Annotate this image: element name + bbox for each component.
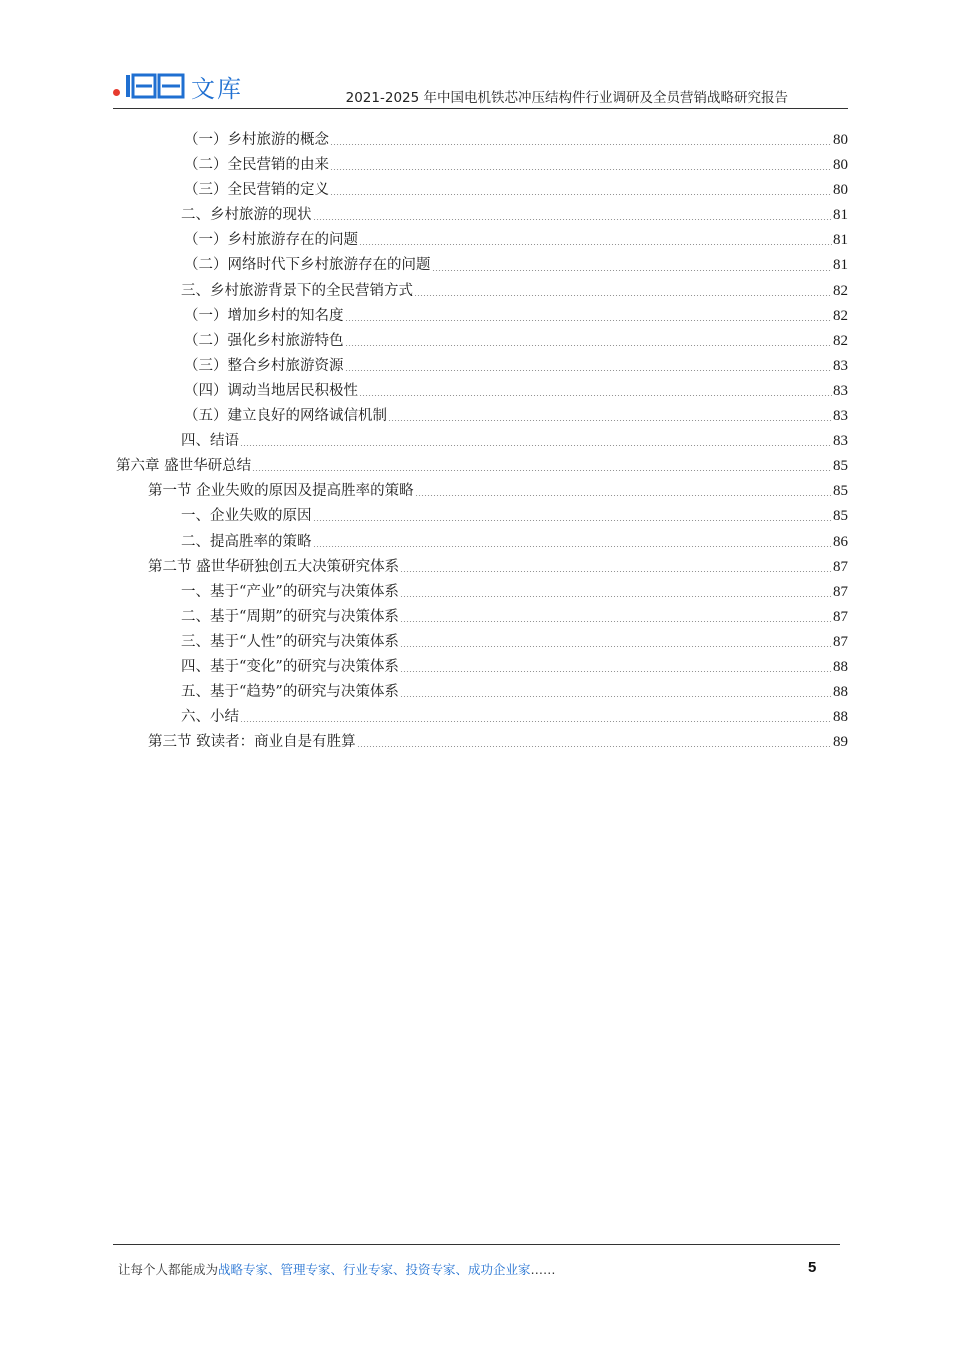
toc-entry-page: 88 xyxy=(833,658,848,675)
toc-leader-dots xyxy=(357,746,832,747)
toc-leader-dots xyxy=(414,295,832,296)
toc-leader-dots xyxy=(313,520,833,521)
toc-entry[interactable] xyxy=(113,304,848,329)
toc-entry[interactable] xyxy=(113,504,848,529)
toc-leader-dots xyxy=(359,395,832,396)
toc-entry-label: 三、基于“人性”的研究与决策体系 xyxy=(181,633,399,650)
toc-entry[interactable] xyxy=(113,530,848,555)
toc-entry[interactable] xyxy=(113,379,848,404)
toc-entry[interactable] xyxy=(113,730,848,755)
toc-entry-page: 82 xyxy=(833,282,848,299)
toc-entry-label: 四、基于“变化”的研究与决策体系 xyxy=(181,658,399,675)
toc-leader-dots xyxy=(313,546,833,547)
toc-entry-page: 80 xyxy=(833,132,848,148)
toc-leader-dots xyxy=(432,270,833,271)
toc-leader-dots xyxy=(400,646,832,647)
toc-entry-label: 第三节 致读者：商业自是有胜算 xyxy=(148,734,356,751)
toc-leader-dots xyxy=(400,696,832,697)
toc-entry-page: 82 xyxy=(833,332,848,349)
toc-leader-dots xyxy=(400,596,832,597)
toc-entry-page: 85 xyxy=(833,508,848,525)
toc-entry-label: 第二节 盛世华研独创五大决策研究体系 xyxy=(148,558,400,575)
toc-leader-dots xyxy=(313,219,833,220)
toc-entry-label: （二）全民营销的由来 xyxy=(184,157,329,174)
toc-entry-label: 一、企业失败的原因 xyxy=(181,508,312,525)
toc-entry[interactable] xyxy=(113,680,848,705)
toc-leader-dots xyxy=(345,370,833,371)
footer-slogan-prefix: 让每个人都能成为 xyxy=(118,1262,219,1277)
toc-entry[interactable] xyxy=(113,630,848,655)
toc-entry[interactable] xyxy=(113,128,848,153)
toc-entry-label: 二、乡村旅游的现状 xyxy=(181,207,312,224)
logo xyxy=(113,70,243,102)
toc-entry-page: 87 xyxy=(833,608,848,625)
footer-divider xyxy=(113,1244,840,1245)
toc-entry-page: 88 xyxy=(833,709,848,726)
toc-entry[interactable] xyxy=(113,178,848,203)
toc-entry[interactable] xyxy=(113,429,848,454)
toc-entry-page: 80 xyxy=(833,182,848,199)
toc-entry-page: 85 xyxy=(833,458,848,475)
toc-entry-label: （三）全民营销的定义 xyxy=(184,182,329,199)
header-divider xyxy=(113,108,848,109)
toc-entry[interactable] xyxy=(113,203,848,228)
toc-entry-page: 83 xyxy=(833,433,848,450)
toc-entry-page: 83 xyxy=(833,382,848,399)
toc-entry[interactable] xyxy=(113,354,848,379)
toc-entry[interactable] xyxy=(113,605,848,630)
toc-leader-dots xyxy=(252,470,832,471)
toc-entry-label: （二）网络时代下乡村旅游存在的问题 xyxy=(184,257,431,274)
toc-entry-label: 三、乡村旅游背景下的全民营销方式 xyxy=(181,282,413,299)
toc-entry[interactable] xyxy=(113,228,848,253)
toc-entry-label: 六、小结 xyxy=(181,709,239,726)
toc-entry[interactable] xyxy=(113,580,848,605)
toc-leader-dots xyxy=(400,621,832,622)
toc-entry-label: 二、提高胜率的策略 xyxy=(181,533,312,550)
toc-entry-page: 88 xyxy=(833,684,848,701)
toc-entry-label: 第一节 企业失败的原因及提高胜率的策略 xyxy=(148,483,414,500)
logo-dot-icon xyxy=(113,89,120,96)
toc-entry-label: （五）建立良好的网络诚信机制 xyxy=(184,408,387,425)
toc-entry-label: 一、基于“产业”的研究与决策体系 xyxy=(181,583,399,600)
toc-entry-page: 89 xyxy=(833,734,848,751)
toc-entry-page: 87 xyxy=(833,633,848,650)
toc-leader-dots xyxy=(388,420,832,421)
toc-entry[interactable] xyxy=(113,705,848,730)
toc-entry-label: （三）整合乡村旅游资源 xyxy=(184,357,344,374)
toc-leader-dots xyxy=(330,144,832,145)
toc-entry-page: 80 xyxy=(833,157,848,174)
toc-entry[interactable] xyxy=(113,153,848,178)
toc-entry[interactable] xyxy=(113,329,848,354)
footer-slogan xyxy=(118,1260,556,1278)
toc-leader-dots xyxy=(330,169,832,170)
toc-entry-page: 87 xyxy=(833,583,848,600)
toc-leader-dots xyxy=(345,320,833,321)
footer-slogan-suffix: …… xyxy=(530,1262,556,1277)
toc-entry-label: （四）调动当地居民积极性 xyxy=(184,382,358,399)
toc-leader-dots xyxy=(400,571,832,572)
toc-entry[interactable] xyxy=(113,253,848,278)
toc-entry-label: （二）强化乡村旅游特色 xyxy=(184,332,344,349)
toc-entry-label: （一）增加乡村的知名度 xyxy=(184,307,344,324)
toc-leader-dots xyxy=(345,345,833,346)
toc-entry[interactable] xyxy=(113,404,848,429)
logo-mark-icon xyxy=(123,73,187,99)
toc-entry[interactable] xyxy=(113,454,848,479)
toc-leader-dots xyxy=(359,244,832,245)
toc-entry-page: 81 xyxy=(833,257,848,274)
toc-entry-label: （一）乡村旅游存在的问题 xyxy=(184,232,358,249)
toc-entry-page: 81 xyxy=(833,232,848,249)
toc-entry-page: 86 xyxy=(833,533,848,550)
toc-entry-page: 83 xyxy=(833,408,848,425)
toc-entry-page: 82 xyxy=(833,307,848,324)
toc-entry[interactable] xyxy=(113,655,848,680)
toc-entry-page: 83 xyxy=(833,357,848,374)
document-title: 2021-2025 年中国电机铁芯冲压结构件行业调研及全员营销战略研究报告 xyxy=(345,90,788,106)
toc-entry-label: 二、基于“周期”的研究与决策体系 xyxy=(181,608,399,625)
toc-leader-dots xyxy=(240,721,832,722)
toc-entry[interactable] xyxy=(113,555,848,580)
toc-leader-dots xyxy=(240,445,832,446)
toc-entry-page: 81 xyxy=(833,207,848,224)
toc-leader-dots xyxy=(330,194,832,195)
toc-entry-label: 第六章 盛世华研总结 xyxy=(116,458,252,475)
toc-entry[interactable] xyxy=(113,279,848,304)
toc-entry-page: 85 xyxy=(833,483,848,500)
toc-entry-label: 五、基于“趋势”的研究与决策体系 xyxy=(181,684,399,701)
logo-text: 文库 xyxy=(191,74,243,103)
toc-leader-dots xyxy=(415,495,832,496)
page-header xyxy=(113,70,848,110)
toc-entry-page: 87 xyxy=(833,558,848,575)
toc-entry-label: 四、结语 xyxy=(181,433,239,450)
footer-slogan-highlight: 战略专家、管理专家、行业专家、投资专家、成功企业家 xyxy=(218,1262,531,1277)
table-of-contents xyxy=(113,128,848,755)
toc-leader-dots xyxy=(400,671,832,672)
page-number: 5 xyxy=(808,1259,817,1276)
toc-entry[interactable] xyxy=(113,479,848,504)
toc-entry-label: （一）乡村旅游的概念 xyxy=(184,132,329,148)
